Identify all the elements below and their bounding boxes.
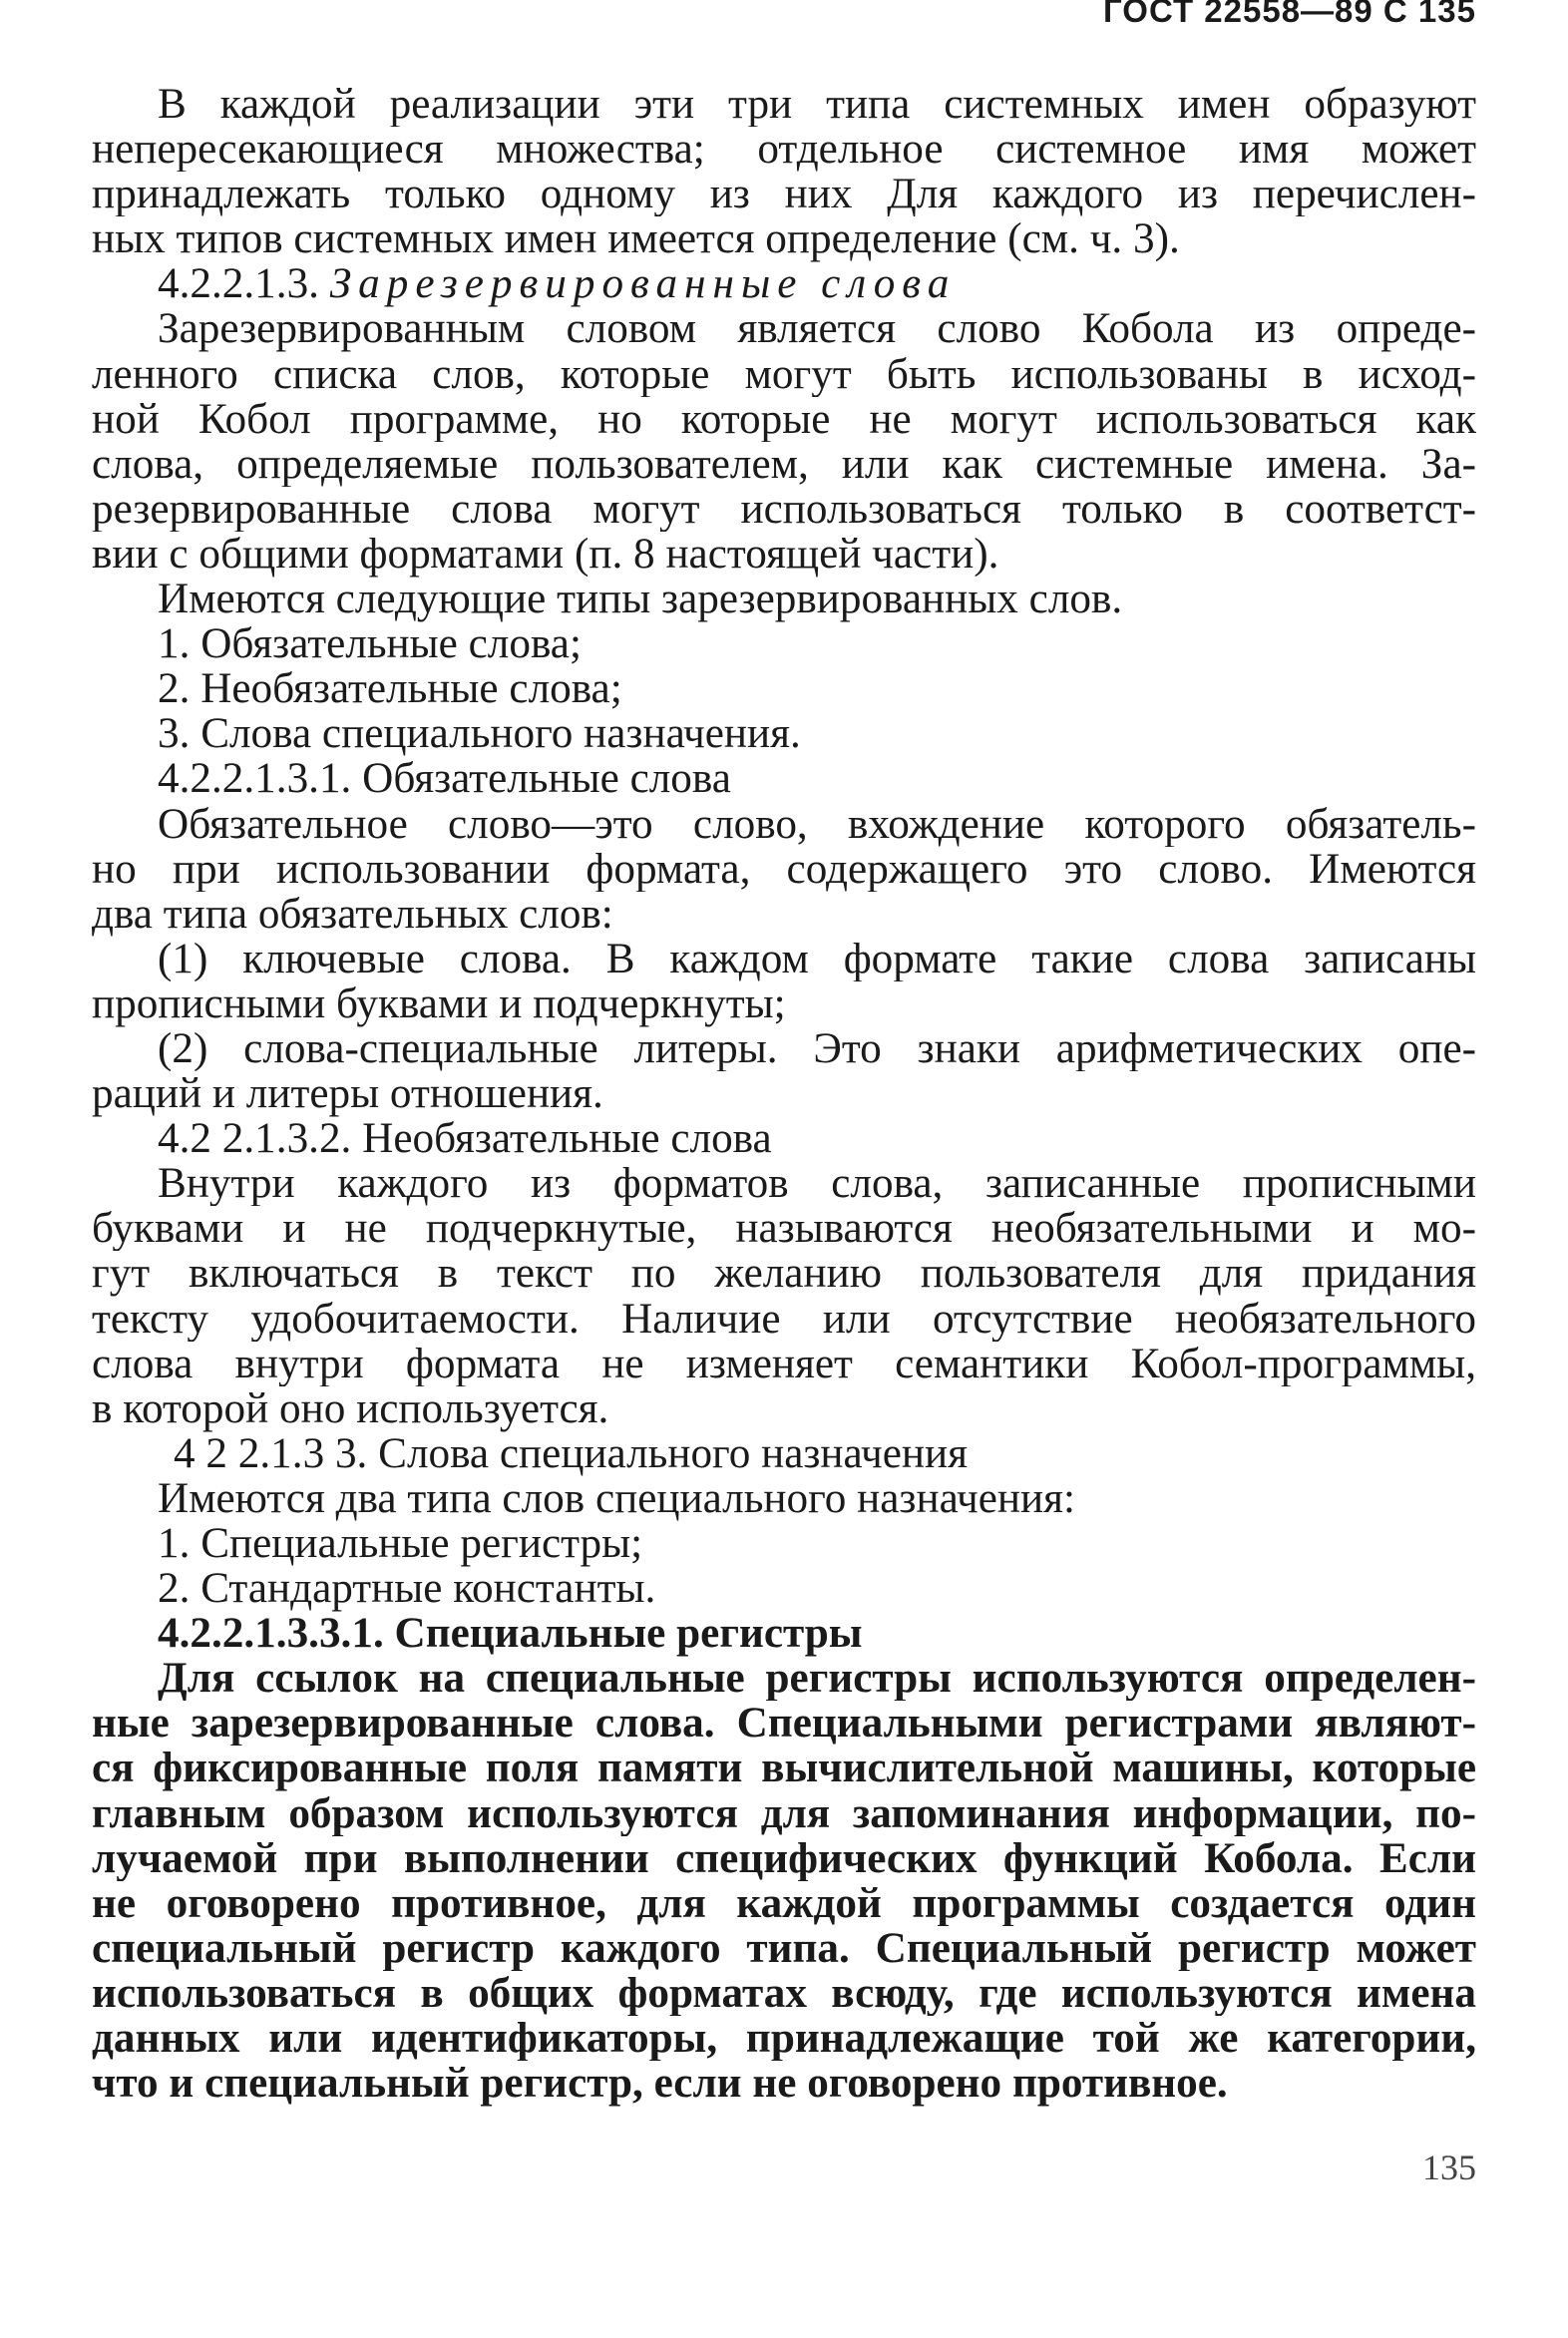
- text-line: (1) ключевые слова. В каждом формате такие слова записаны: [158, 936, 1476, 981]
- list-item: 2. Стандартные константы.: [158, 1565, 656, 1613]
- text-line: Внутри каждого из форматов слова, записанные прописными: [158, 1161, 1476, 1207]
- text-line: тексту удобочитаемости. Наличие или отсутствие необязательного: [92, 1296, 1476, 1342]
- text-line: ной Кобол программе, но которые не могут использоваться как: [92, 396, 1476, 442]
- text-line: специальный регистр каждого типа. Специальный регистр может: [92, 1925, 1476, 1971]
- text-line: главным образом используются для запоминания информации, по-: [92, 1790, 1476, 1836]
- text-line: слова внутри формата не изменяет семантики Кобол-программы,: [92, 1341, 1476, 1386]
- text-line: лучаемой при выполнении специфических функций Кобола. Если: [92, 1835, 1476, 1881]
- text-line: но при использовании формата, содержащего это слово. Имеются: [92, 846, 1476, 892]
- paragraph-mandatory-definition: [92, 802, 1476, 937]
- text-line: что и специальный регистр, если не оговорено противное.: [92, 2060, 1228, 2108]
- paragraph-key-words: [92, 937, 1476, 1026]
- text-line: в которой оно используется.: [92, 1384, 609, 1432]
- text-line: В каждой реализации эти три типа системных имен образуют: [158, 82, 1476, 128]
- text-line: ся фиксированные поля памяти вычислительной машины, которые: [92, 1746, 1476, 1791]
- paragraph-special-registers: [92, 1656, 1476, 2106]
- text-line: Для ссылок на специальные регистры используются определен-: [158, 1656, 1476, 1702]
- list-item: 1. Обязательные слова;: [158, 620, 582, 668]
- text-line: непересекающиеся множества; отдельное системное имя может: [92, 127, 1476, 173]
- text-line: ленного списка слов, которые могут быть использованы в исход-: [92, 351, 1476, 397]
- text-line: использоваться в общих форматах всюду, где используются имена: [92, 1970, 1476, 2017]
- text-line: Имеются два типа слов специального назначения:: [158, 1474, 1076, 1522]
- text-line: слова, определяемые пользователем, или как системные имена. За-: [92, 441, 1476, 487]
- text-line: не оговорено противное, для каждой программы создается один: [92, 1880, 1476, 1926]
- paragraph-system-names: [92, 82, 1476, 261]
- heading-title: Зарезервированные слова: [329, 260, 957, 308]
- text-line: данных или идентификаторы, принадлежащие той же категории,: [92, 2016, 1476, 2062]
- text-line: буквами и не подчеркнутые, называются необязательными и мо-: [92, 1206, 1476, 1252]
- paragraph-reserved-definition: [92, 306, 1476, 577]
- heading-number: 4.2.2.1.3.: [158, 260, 319, 308]
- text-line: Имеются следующие типы зарезервированных слов.: [158, 576, 1123, 623]
- subsection-heading-mandatory-words: 4.2.2.1.3.1. Обязательные слова: [158, 755, 731, 803]
- list-item: 3. Слова специального назначения.: [158, 710, 801, 758]
- text-line: вии с общими форматами (п. 8 настоящей части).: [92, 530, 999, 578]
- text-line: ные зарезервированные слова. Специальными регистрами являют-: [92, 1701, 1476, 1747]
- section-heading-reserved-words: [92, 261, 1476, 306]
- subsection-heading-special-purpose: 4 2 2.1.3 3. Слова специального назначения: [174, 1429, 968, 1477]
- subsection-heading-optional-words: 4.2 2.1.3.2. Необязательные слова: [158, 1115, 772, 1163]
- list-item: 2. Необязательные слова;: [158, 665, 622, 713]
- paragraph-special-characters: [92, 1026, 1476, 1116]
- subsection-heading-special-registers: 4.2.2.1.3.3.1. Специальные регистры: [158, 1610, 863, 1658]
- text-line: гут включаться в текст по желанию пользователя для придания: [92, 1251, 1476, 1297]
- text-line: Обязательное слово—это слово, вхождение которого обязатель-: [158, 801, 1476, 847]
- running-head: ГОСТ 22558—89 С 135: [1103, 0, 1476, 29]
- text-line: Зарезервированным словом является слово Кобола из опреде-: [158, 306, 1476, 352]
- list-item: 1. Специальные регистры;: [158, 1520, 643, 1567]
- text-line: принадлежать только одному из них Для каждого из перечислен-: [92, 172, 1476, 217]
- text-line: ных типов системных имен имеется определение (см. ч. 3).: [92, 215, 1180, 263]
- text-line: резервированные слова могут использоваться только в соответст-: [92, 486, 1476, 532]
- paragraph-optional-definition: [92, 1161, 1476, 1431]
- text-line: два типа обязательных слов:: [92, 890, 613, 938]
- text-line: раций и литеры отношения.: [92, 1070, 603, 1118]
- text-line: прописными буквами и подчеркнуты;: [92, 979, 786, 1027]
- page-number: 135: [1422, 2147, 1476, 2187]
- text-line: (2) слова-специальные литеры. Это знаки арифметических опе-: [158, 1025, 1476, 1072]
- body-text: [92, 82, 1476, 2106]
